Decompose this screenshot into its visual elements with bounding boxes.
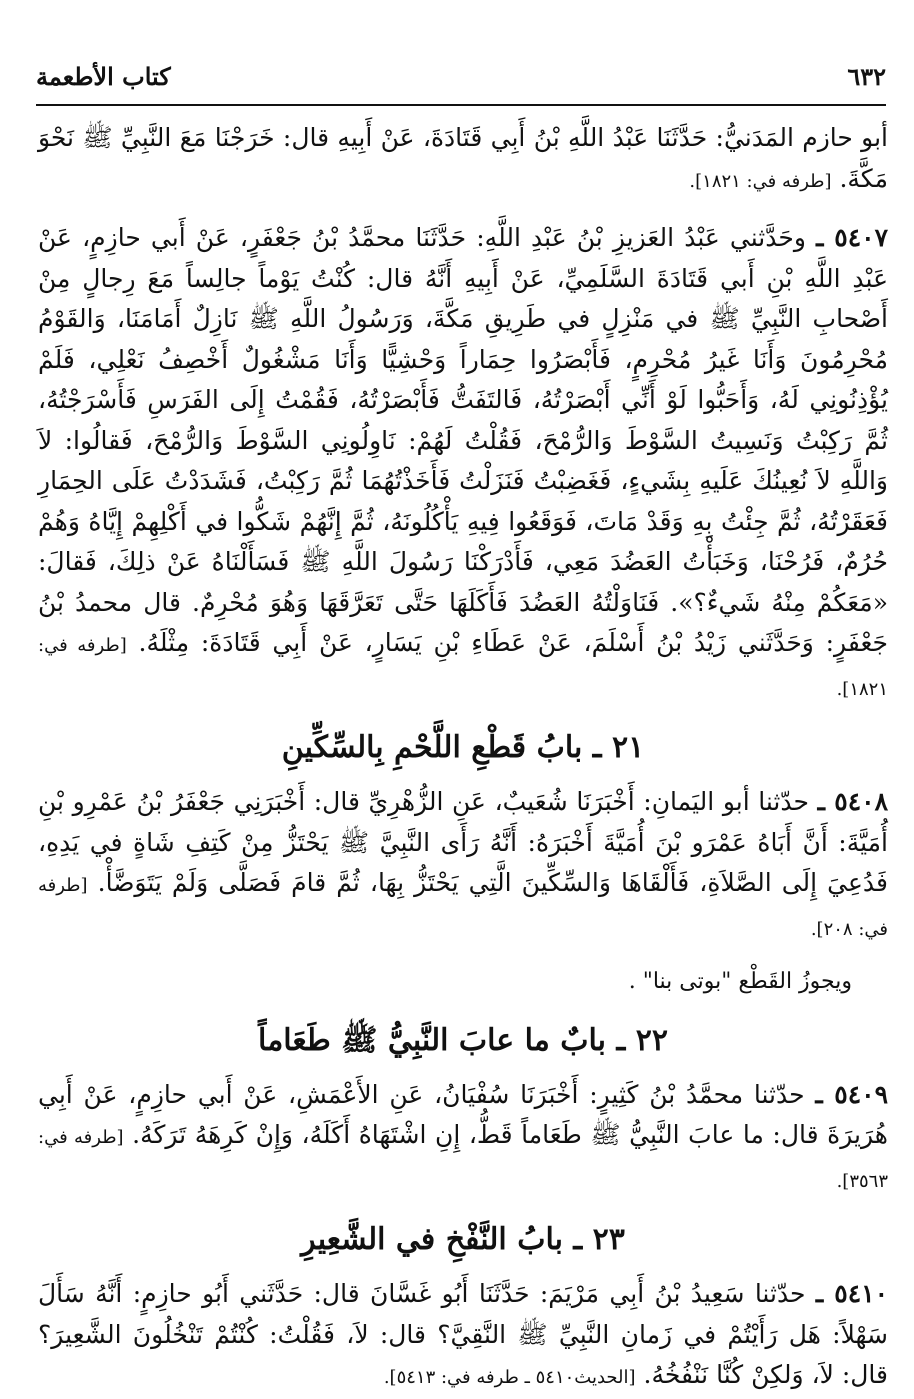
page-number: ٦٣٢ bbox=[847, 61, 886, 91]
hadith-text: حدّثنا سَعِيدُ بْنُ أَبِي مَرْيَمَ: حَدَّثَنَا أَبُو غَسَّانَ قال: حَدَّثَني أَبُو حازِمٍ: أَنَّهُ سَأَلَ سَهْلاً: هَل رَأَيْتُمْ في زَمانِ النَّبِيِّ ﷺ النَّقِيَّ؟ قال: لاَ، فَقُلْتُ: كُنْتُمْ تَنْخُلُونَ الشَّعِيرَ؟ قال: لاَ، وَلكِنْ كُنَّا نَنْفُخُهُ. bbox=[38, 1279, 888, 1389]
chapter-heading-22: ٢٢ ـ بابٌ ما عابَ النَّبِيُّ ﷺ طَعَاماً bbox=[258, 1022, 668, 1058]
hadith-reference: [طرفه في: ٢٠٨]. bbox=[38, 875, 888, 940]
header-rule bbox=[36, 104, 886, 106]
hadith-reference: [الحديث٥٤١٠ ـ طرفه في: ٥٤١٣]. bbox=[383, 1367, 636, 1388]
hadith-number: ٥٤١٠ ـ bbox=[815, 1279, 888, 1308]
hadith-5408 bbox=[38, 782, 888, 950]
hadith-reference: [طرفه في: ٣٥٦٣]. bbox=[38, 1127, 888, 1192]
hadith-continuation bbox=[38, 118, 888, 202]
hadith-5407 bbox=[38, 218, 888, 710]
chapter-heading-21: ٢١ ـ بابُ قَطْعِ اللَّحْمِ بِالسِّكِّينِ bbox=[281, 730, 645, 765]
chapter-heading-23: ٢٣ ـ بابُ النَّفْخِ في الشَّعِيرِ bbox=[301, 1222, 625, 1257]
hadith-5410 bbox=[38, 1274, 888, 1399]
page-header bbox=[36, 52, 886, 100]
hadith-text: أبو حازم المَدَنيُّ: حَدَّثَنَا عَبْدُ اللَّهِ بْنُ أَبِي قَتَادَةَ، عَنْ أَبِيهِ قال: خَرَجْنَا مَعَ النَّبِيِّ ﷺ نَحْوَ مَكَّةَ. bbox=[38, 123, 888, 193]
page-body bbox=[38, 118, 888, 1399]
hadith-text: وحَدَّثني عَبْدُ العَزيزِ بْنُ عَبْدِ اللَّهِ: حَدَّثَنَا محمَّدُ بْنُ جَعْفَرٍ، عَنْ أَبي حازِمٍ، عَنْ عَبْدِ اللَّهِ بْنِ أَبي قَتَادَةَ السَّلَمِيِّ، عَنْ أَبِيهِ أَنَّهُ قال: كُنْتُ يَوْماً جالِساً مَعَ رِجالٍ مِنْ أَصْحابِ النَّبِيِّ ﷺ في مَنْزِلٍ في طَرِيقِ مَكَّةَ، وَرَسُولُ اللَّهِ ﷺ نَازِلٌ أَمَامَنَا، وَالقَوْمُ مُحْرِمُونَ وَأَنَا غَيرُ مُحْرِمٍ، فَأَبْصَرُوا حِمَاراً وَحْشِيًّا وَأَنَا مَشْغُولٌ أَخْصِفُ نَعْلِي، فَلَمْ يُؤْذِنُونِي لَهُ، وَأَحَبُّوا لَوْ أَنِّي أَبْصَرْتُهُ، فَالتَفَتُّ فَأَبْصَرْتُهُ، فَقُمْتُ إِلَى الفَرَسِ فَأَسْرَجْتُهُ، ثُمَّ رَكِبْتُ وَنَسِيتُ السَّوْطَ وَالرُّمْحَ، فَقُلْتُ لَهُمْ: نَاوِلُونِي السَّوْطَ وَالرُّمْحَ، فَقالُوا: لاَ وَاللَّهِ لاَ نُعِينُكَ عَلَيهِ بِشَيءٍ، فَغَضِبْتُ فَنَزَلْتُ فَأَخَذْتُهُمَا ثُمَّ رَكِبْتُ، فَشَدَدْتُ عَلَى الحِمَارِ فَعَقَرْتُهُ، ثُمَّ جِئْتُ بِهِ وَقَدْ مَاتَ، فَوَقَعُوا فِيهِ يَأْكُلُونَهُ، ثُمَّ إِنَّهُمْ شَكُّوا في أَكْلِهِمْ إِيَّاهُ وَهُمْ حُرُمٌ، فَرُحْنَا، وَخَبَأْتُ العَضُدَ مَعِي، فَأَدْرَكْنَا رَسُولَ اللَّهِ ﷺ فَسَأَلْنَاهُ عَنْ ذلِكَ، فَقالَ: «مَعَكُمْ مِنْهُ شَيءٌ؟». فَنَاوَلْتُهُ العَضُدَ فَأَكَلَهَا حَتَّى تَعَرَّقَهَا وَهُوَ مُحْرِمٌ. قال محمدُ بْنُ جَعْفَرٍ: وَحَدَّثَني زَيْدُ بْنُ أَسْلَمَ، عَنْ عَطَاءِ بْنِ يَسَارٍ، عَنْ أَبِي قَتَادَةَ: مِثْلَهُ. bbox=[38, 223, 888, 657]
hadith-reference: [طرفه في: ١٨٢١]. bbox=[38, 635, 888, 700]
book-title: كتاب الأطعمة bbox=[36, 61, 171, 91]
hadith-number: ٥٤٠٧ ـ bbox=[816, 223, 888, 252]
hadith-reference: [طرفه في: ١٨٢١]. bbox=[689, 170, 832, 192]
hadith-number: ٥٤٠٩ ـ bbox=[815, 1079, 889, 1109]
handwritten-note: ويجوزُ القَطْع "بوتى بنا" . bbox=[628, 969, 852, 994]
hadith-number: ٥٤٠٨ ـ bbox=[817, 787, 888, 816]
hadith-text: حدّثنا أبو اليَمانِ: أَخْبَرَنَا شُعَيبٌ، عَنِ الزُّهْرِيِّ قال: أَخْبَرَنِي جَعْفَرُ بْنُ عَمْرِو بْنِ أُمَيَّةَ: أَنَّ أَبَاهُ عَمْرَو بْنَ أُمَيَّةَ أَخْبَرَهُ: أَنَّهُ رَأَى النَّبِيَّ ﷺ يَحْتَزُّ مِنْ كَتِفِ شَاةٍ في يَدِهِ، فَدُعِيَ إِلَى الصَّلاَةِ، فَأَلْقَاهَا وَالسِّكِّينَ الَّتِي يَحْتَزُّ بِهَا، ثُمَّ قامَ فَصَلَّى وَلَمْ يَتَوَضَّأْ. bbox=[38, 787, 888, 897]
hadith-text: حدّثنا محمَّدُ بْنُ كَثِيرٍ: أَخْبَرَنَا سُفْيَانُ، عَنِ الأَعْمَشِ، عَنْ أَبي حازِمٍ، عَنْ أَبِي هُرَيرَةَ قال: ما عابَ النَّبِيُّ ﷺ طَعَاماً قَطُّ، إِنِ اشْتَهَاهُ أَكَلَهُ، وَإِنْ كَرِهَهُ تَرَكَهُ. bbox=[38, 1079, 888, 1149]
hadith-5409 bbox=[38, 1075, 888, 1203]
